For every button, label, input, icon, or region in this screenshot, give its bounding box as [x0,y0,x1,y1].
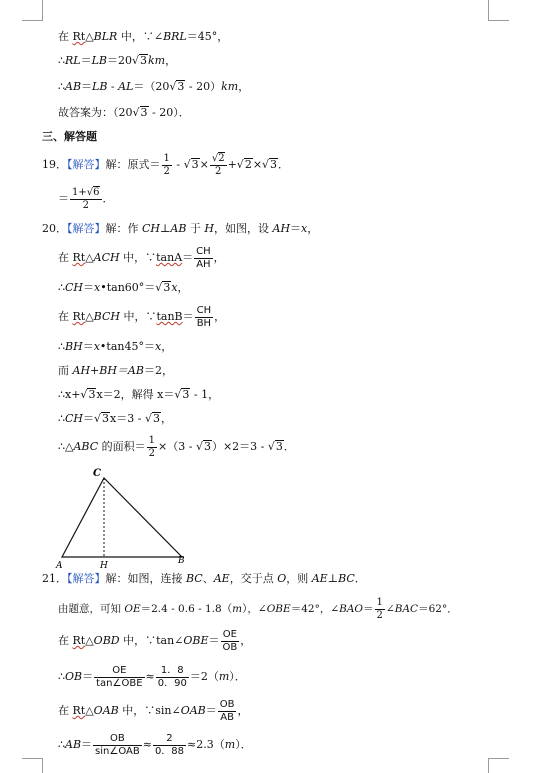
text: BC [338,572,355,585]
text: CH [65,281,84,294]
denominator: OB [222,641,238,653]
text: BCH [93,310,120,323]
line-q20-sum [58,364,173,378]
text: 中，∵sin∠ [118,704,181,717]
fraction [218,699,237,724]
text: 中，∵tan∠ [119,634,184,647]
answer-tag: 【解答】 [67,222,106,235]
text: ， [161,340,173,353]
text: × [199,158,209,171]
text: •tan45°＝ [99,340,155,353]
corner-mark-top-left [22,0,43,21]
line-q19 [42,150,289,180]
text: BRL [163,30,187,43]
radicand: 3 [88,388,96,401]
denominator: 2 [163,165,170,177]
text: AE [311,572,328,585]
text: 于 [186,222,205,235]
text: •tan60°＝ [100,281,156,294]
text: ABC [73,440,99,453]
line-ab [58,80,249,94]
text: ＝ [83,412,95,425]
text: 的面积＝ [98,440,146,453]
text: ⊥ [327,572,339,585]
text: ＝45°， [186,30,229,43]
text: △ [85,30,94,43]
text: ∠ [385,603,395,615]
text: x [171,281,178,294]
text: tanB [156,310,183,323]
text: AH [272,222,291,235]
numerator: 2 [153,733,186,746]
text: AL [118,80,134,93]
text: ，如图，设 [214,222,273,235]
denominator: AB [220,711,234,723]
radicand: 6 [93,186,100,198]
line-q21-oab [58,696,248,726]
text: ＝ [290,222,302,235]
denominator: 0．90 [157,677,187,689]
text: x [94,281,101,294]
text: 解：原式＝ [105,158,161,171]
text: ， [213,251,225,264]
text: x [93,340,100,353]
text: O [277,572,287,585]
text: ACH [93,251,120,264]
text: CH [142,222,161,235]
text: OBD [93,634,120,647]
text-rt: Rt [72,30,86,43]
text: ≈2.3（ [187,738,225,751]
fraction [210,153,227,178]
text: 故答案为：（20 [58,106,133,119]
line-q20-solve [58,388,219,402]
text: ＝ [363,603,374,615]
text: RL [65,54,81,67]
text: BAC [394,603,419,615]
text-rt: Rt [72,704,86,717]
text: ， [240,634,252,647]
corner-mark-top-right [488,0,509,21]
denominator: AH [196,258,211,270]
radicand: 3 [140,106,148,119]
text: ＝ [208,634,220,647]
text: LB [92,80,108,93]
denominator: 2 [82,199,89,211]
text: 解：作 [105,222,142,235]
text: tanA [156,251,183,264]
radicand: 3 [140,54,147,67]
text: △ [85,310,94,323]
text: x＝3 - [110,412,145,425]
fraction [194,246,213,271]
text: AB [170,222,187,235]
sqrt: √3 [131,54,147,67]
radicand: 3 [203,440,211,453]
numerator: 1+√6 [72,186,100,198]
text: ＝ [58,192,69,205]
text: ， [214,310,226,323]
denominator: BH [196,317,212,329]
line-q20-ach [58,243,225,273]
text: 在 [58,251,73,264]
text: ， [165,54,177,67]
sqrt: √3 [94,412,110,425]
question-number: 20． [42,222,67,235]
denominator: tan∠OBE [96,677,143,689]
text: ×（3 - [158,440,196,453]
sqrt: √3 [80,388,96,401]
question-number: 19． [42,158,67,171]
text: ），∠ [242,603,267,615]
text: m [224,738,236,751]
text: ， [177,281,189,294]
corner-mark-bottom-right [488,758,509,773]
text: ≈ [145,670,155,683]
text: ＝2（ [189,670,219,683]
text: ＝62°． [418,603,458,615]
text: CH [65,412,84,425]
text: ，交于点 [229,572,278,585]
text: ＝ [82,340,94,353]
line-answer [58,106,190,120]
text: - 20） [185,80,222,93]
text: BAO [339,603,364,615]
denominator: sin∠OAB [95,745,140,757]
text: ⊥ [160,222,171,235]
text: - 1， [190,388,220,401]
numerator: 1 [148,434,155,446]
label-b: B [178,556,185,566]
fraction [70,187,102,212]
text: ． [102,192,114,205]
numerator: 1 [163,152,170,164]
text: ， [237,704,249,717]
text: AB [65,738,82,751]
numerator: CH [196,304,212,316]
text: - [172,158,184,171]
text: m [232,603,243,615]
text: ＝ [82,670,94,683]
line-q21-obd [58,626,251,656]
text: ＝42°，∠ [290,603,340,615]
line-q21-given [58,594,458,624]
text: ， [307,222,319,235]
line-blr [58,30,228,44]
sqrt: √3 [155,281,171,294]
text: km [221,80,239,93]
text: ＝20 [106,54,132,67]
fraction [147,435,157,460]
fraction [195,305,214,330]
radicand: 3 [152,412,160,425]
radicand: 3 [191,158,199,171]
text: BLR [93,30,118,43]
text: - 20）． [148,106,190,119]
label-a: A [56,561,63,570]
radicand: 2 [244,158,252,171]
fraction [162,153,172,178]
sqrt: √3 [169,80,185,93]
text: BH [65,340,83,353]
text: △ [85,251,94,264]
line-q21-ob [58,662,246,692]
line-q20-ch-value [58,412,172,426]
text: AH+BH＝AB [72,364,144,377]
radicand: 3 [102,412,110,425]
text: × [252,158,263,171]
radicand: 3 [177,80,185,93]
text: 中，∵∠ [117,30,164,43]
text: LB [91,54,107,67]
sqrt: √3 [144,412,160,425]
answer-tag: 【解答】 [67,572,106,585]
denominator: 2 [215,165,222,177]
text: OE [124,603,141,615]
question-number: 21． [42,572,67,585]
text: ≈ [142,738,152,751]
radicand: 2 [218,152,225,164]
text: △ [85,634,94,647]
numerator: 1 [376,596,383,608]
text-rt: Rt [72,310,86,323]
text: ， [160,412,172,425]
text: ，则 [286,572,312,585]
text: 在 [58,634,73,647]
fraction [153,733,186,758]
fraction [221,629,240,654]
text: - [107,80,119,93]
text: x [301,222,308,235]
text: ）． [235,738,252,751]
text: ∴ [58,281,65,294]
text: ＝ [83,281,95,294]
text: 、 [202,572,214,585]
text: ∴△ [58,440,74,453]
sqrt: √3 [132,106,148,119]
text: 在 [58,310,73,323]
line-q20-area [58,432,295,462]
text: ∴ [58,738,65,751]
triangle-figure [52,464,202,570]
radicand: 3 [270,158,278,171]
text: 由题意，可知 [58,603,125,615]
sqrt: √2 [236,158,252,171]
text-rt: Rt [72,634,86,647]
text: ＝ [182,251,194,264]
text: 而 [58,364,73,377]
line-q20-bch [58,302,225,332]
text: 中，∵ [119,310,157,323]
sqrt: √3 [262,158,278,171]
text: ＝ [81,738,93,751]
text: ∴ [58,80,65,93]
text: BC [186,572,203,585]
text: km [148,54,166,67]
label-h: H [100,561,108,570]
text: ． [278,158,290,171]
line-q19-result [58,184,114,214]
text: △ [85,704,94,717]
text: ＝ [182,310,194,323]
line-rl [58,54,176,68]
text: ＝（20 [133,80,170,93]
text: ＝2.4 - 0.6 - 1.8（ [140,603,233,615]
numerator: OB [219,698,235,710]
answer-tag: 【解答】 [67,158,106,171]
line-q21-ab [58,730,252,760]
text: ． [354,572,366,585]
text: 中，∵ [119,251,157,264]
sqrt: √3 [174,388,190,401]
line-q20-ch [58,281,189,295]
text: ＝2， [143,364,173,377]
text: ． [283,440,295,453]
numerator: OE [94,665,144,678]
sqrt: √3 [195,440,211,453]
numerator: OB [93,733,142,746]
text: x [154,340,162,353]
sqrt: √3 [183,158,199,171]
line-q20 [42,222,318,236]
text: ∴x+ [58,388,81,401]
text: OB [65,670,83,683]
label-c: C [93,468,101,479]
text-rt: Rt [72,251,86,264]
text: + [227,158,237,171]
numerator: OE [221,629,240,642]
text: OAB [93,704,119,717]
fraction [93,733,142,758]
text: ）． [229,670,246,683]
numerator: √2 [211,152,225,164]
text: AE [213,572,230,585]
radicand: 3 [182,388,190,401]
text: OAB [180,704,206,717]
numerator: CH [196,245,211,257]
text: 在 [58,30,73,43]
fraction [375,597,385,622]
section-heading: 三、解答题 [42,130,97,143]
denominator: 2 [148,447,155,459]
text: H [204,222,214,235]
text: ， [238,80,250,93]
triangle-abc [62,478,182,557]
text: ＝ [81,80,93,93]
text: ∴ [58,670,65,683]
numerator: 1．8 [156,665,189,678]
fraction [156,665,189,690]
sqrt: √3 [267,440,283,453]
denominator: 2 [376,609,383,621]
text: ＝ [205,704,217,717]
text: ）×2＝3 - [211,440,268,453]
text: x＝2，解得 x＝ [96,388,175,401]
text: m [218,670,230,683]
denominator: 0．88 [154,745,185,757]
fraction [94,665,144,690]
text: 1+ [72,186,87,198]
text: AB [65,80,82,93]
text: 在 [58,704,73,717]
text: 解：如图，连接 [105,572,186,585]
text: ∴ [58,340,65,353]
radicand: 3 [275,440,283,453]
line-q21 [42,572,366,586]
corner-mark-bottom-left [22,758,43,773]
text: OBE [183,634,209,647]
line-q20-bh [58,340,172,354]
text: ＝ [80,54,92,67]
radicand: 3 [163,281,171,294]
text: ∴ [58,412,65,425]
text: ∴ [58,54,65,67]
text: OBE [266,603,291,615]
